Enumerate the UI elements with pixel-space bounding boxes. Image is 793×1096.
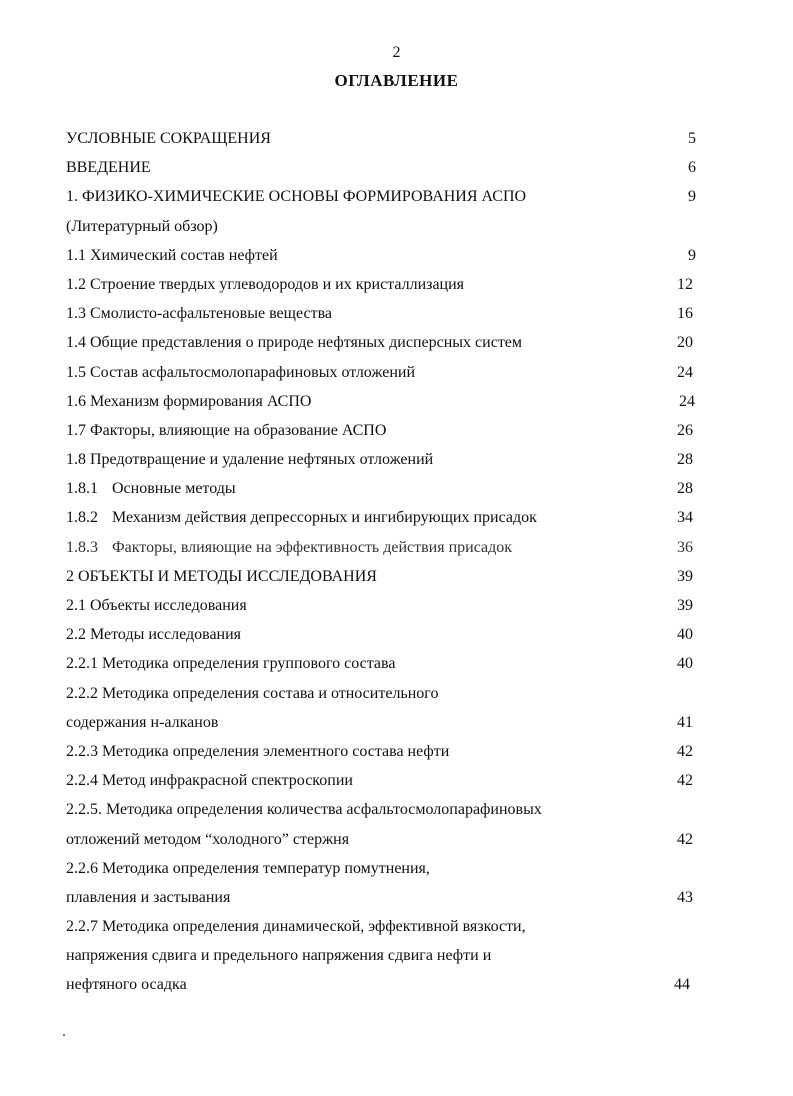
toc-entry-text: Механизм действия депрессорных и ингибирующих присадок xyxy=(112,509,537,527)
toc-entry-page: 28 xyxy=(677,480,693,498)
toc-entry-2-1 xyxy=(0,591,793,620)
toc-entry-label: 1. ФИЗИКО-ХИМИЧЕСКИЕ ОСНОВЫ ФОРМИРОВАНИЯ АСПО xyxy=(66,188,527,206)
toc-entry-page: 16 xyxy=(677,305,693,323)
toc-entry-page: 42 xyxy=(677,830,693,848)
toc-entry-abbreviations xyxy=(0,124,793,153)
toc-entry-page: 42 xyxy=(677,742,693,760)
toc-entry-label: 1.8 Предотвращение и удаление нефтяных отложений xyxy=(66,451,434,469)
toc-entry-label: 2.2.4 Метод инфракрасной спектроскопии xyxy=(66,772,353,790)
toc-entry-chapter-1-subtitle xyxy=(0,212,793,241)
toc-entry-chapter-2 xyxy=(0,562,793,591)
toc-entry-label: 2.1 Объекты исследования xyxy=(66,597,247,614)
toc-entry-1-8-2 xyxy=(0,503,793,532)
toc-entry-1-8-1 xyxy=(0,474,793,503)
toc-entry-2-2-6-line-1 xyxy=(0,854,793,883)
toc-entry-page: 40 xyxy=(677,655,693,673)
toc-entry-label: 2.2 Методы исследования xyxy=(66,626,242,644)
toc-entry-1-7 xyxy=(0,416,793,445)
toc-entry-label: отложений методом “холодного” стержня xyxy=(66,830,350,848)
toc-entry-page: 41 xyxy=(677,713,693,731)
toc-entry-label: УСЛОВНЫЕ СОКРАЩЕНИЯ xyxy=(66,130,271,147)
toc-entry-page: 44 xyxy=(674,976,690,994)
toc-entry-page: 39 xyxy=(677,597,693,614)
toc-entry-text: Основные методы xyxy=(112,480,236,498)
toc-entry-page: 6 xyxy=(688,159,696,177)
toc-entry-page: 24 xyxy=(679,392,695,410)
toc-entry-2-2-7-line-3 xyxy=(0,970,793,999)
toc-entry-2-2-5-line-2 xyxy=(0,825,793,854)
toc-entry-page: 9 xyxy=(688,188,696,206)
toc-entry-label xyxy=(66,474,236,503)
toc-entry-number: 1.8.1 xyxy=(66,480,98,498)
toc-entry-label: плавления и застывания xyxy=(66,888,231,906)
toc-entry-page: 5 xyxy=(688,130,696,147)
toc-entry-page: 36 xyxy=(677,538,693,556)
toc-entry-2-2 xyxy=(0,620,793,649)
toc-entry-1-8-3 xyxy=(0,533,793,562)
toc-entry-label: 2.2.2 Методика определения состава и относительного xyxy=(66,684,439,702)
toc-entry-label: 1.3 Смолисто-асфальтеновые вещества xyxy=(66,305,333,323)
toc-entry-label: 1.5 Состав асфальтосмолопарафиновых отложений xyxy=(66,363,416,381)
toc-entry-page: 34 xyxy=(677,509,693,527)
toc-entry-label: 1.4 Общие представления о природе нефтяных дисперсных систем xyxy=(66,334,523,352)
toc-entry-page: 20 xyxy=(677,334,693,352)
toc-entry-1-5 xyxy=(0,358,793,387)
toc-entry-2-2-5-line-1 xyxy=(0,795,793,824)
toc-entry-label: нефтяного осадка xyxy=(66,976,187,994)
toc-entry-page: 42 xyxy=(677,772,693,790)
toc-entry-2-2-7-line-1 xyxy=(0,912,793,941)
table-of-contents xyxy=(0,124,793,1000)
toc-entry-label: 2.2.6 Методика определения температур помутнения, xyxy=(66,859,430,877)
toc-entry-1-3 xyxy=(0,299,793,328)
toc-entry-introduction xyxy=(0,153,793,182)
toc-entry-label: (Литературный обзор) xyxy=(66,217,218,235)
toc-entry-chapter-1 xyxy=(0,182,793,211)
toc-entry-page: 12 xyxy=(677,275,693,293)
toc-entry-page: 24 xyxy=(677,363,693,381)
toc-entry-label: 2.2.1 Методика определения группового состава xyxy=(66,655,396,673)
toc-entry-1-4 xyxy=(0,328,793,357)
toc-entry-1-8 xyxy=(0,445,793,474)
toc-entry-label: 2.2.5. Методика определения количества асфальтосмолопарафиновых xyxy=(66,801,542,819)
toc-entry-2-2-2-line-2 xyxy=(0,708,793,737)
toc-entry-label: 2 ОБЪЕКТЫ И МЕТОДЫ ИССЛЕДОВАНИЯ xyxy=(66,567,377,585)
toc-entry-text: Факторы, влияющие на эффективность действия присадок xyxy=(112,538,513,556)
toc-entry-1-1 xyxy=(0,241,793,270)
toc-entry-label: напряжения сдвига и предельного напряжения сдвига нефти и xyxy=(66,947,492,965)
toc-entry-2-2-7-line-2 xyxy=(0,941,793,970)
toc-entry-label: 1.7 Факторы, влияющие на образование АСПО xyxy=(66,421,387,439)
toc-entry-page: 40 xyxy=(677,626,693,644)
toc-entry-page: 26 xyxy=(677,421,693,439)
toc-entry-label: содержания н-алканов xyxy=(66,713,219,731)
toc-entry-page: 28 xyxy=(677,451,693,469)
toc-entry-label: 1.1 Химический состав нефтей xyxy=(66,246,278,264)
scan-speck xyxy=(63,1034,65,1036)
toc-entry-page: 43 xyxy=(677,888,693,906)
toc-entry-2-2-1 xyxy=(0,649,793,678)
page-number: 2 xyxy=(392,44,401,61)
toc-entry-1-6 xyxy=(0,387,793,416)
toc-entry-1-2 xyxy=(0,270,793,299)
toc-entry-label: 2.2.7 Методика определения динамической, эффективной вязкости, xyxy=(66,918,526,936)
toc-entry-page: 39 xyxy=(677,567,693,585)
toc-entry-label: 1.2 Строение твердых углеводородов и их кристаллизация xyxy=(66,275,465,293)
toc-entry-label: ВВЕДЕНИЕ xyxy=(66,159,151,177)
toc-entry-number: 1.8.2 xyxy=(66,509,98,527)
toc-entry-2-2-3 xyxy=(0,737,793,766)
toc-entry-2-2-4 xyxy=(0,766,793,795)
toc-entry-2-2-6-line-2 xyxy=(0,883,793,912)
toc-entry-page: 9 xyxy=(688,246,696,264)
toc-entry-2-2-2-line-1 xyxy=(0,679,793,708)
page-title: ОГЛАВЛЕНИЕ xyxy=(334,71,459,90)
toc-entry-label: 2.2.3 Методика определения элементного состава нефти xyxy=(66,742,450,760)
toc-entry-number: 1.8.3 xyxy=(66,538,98,556)
toc-entry-label xyxy=(66,533,512,562)
toc-entry-label: 1.6 Механизм формирования АСПО xyxy=(66,392,312,410)
toc-entry-label xyxy=(66,503,537,532)
